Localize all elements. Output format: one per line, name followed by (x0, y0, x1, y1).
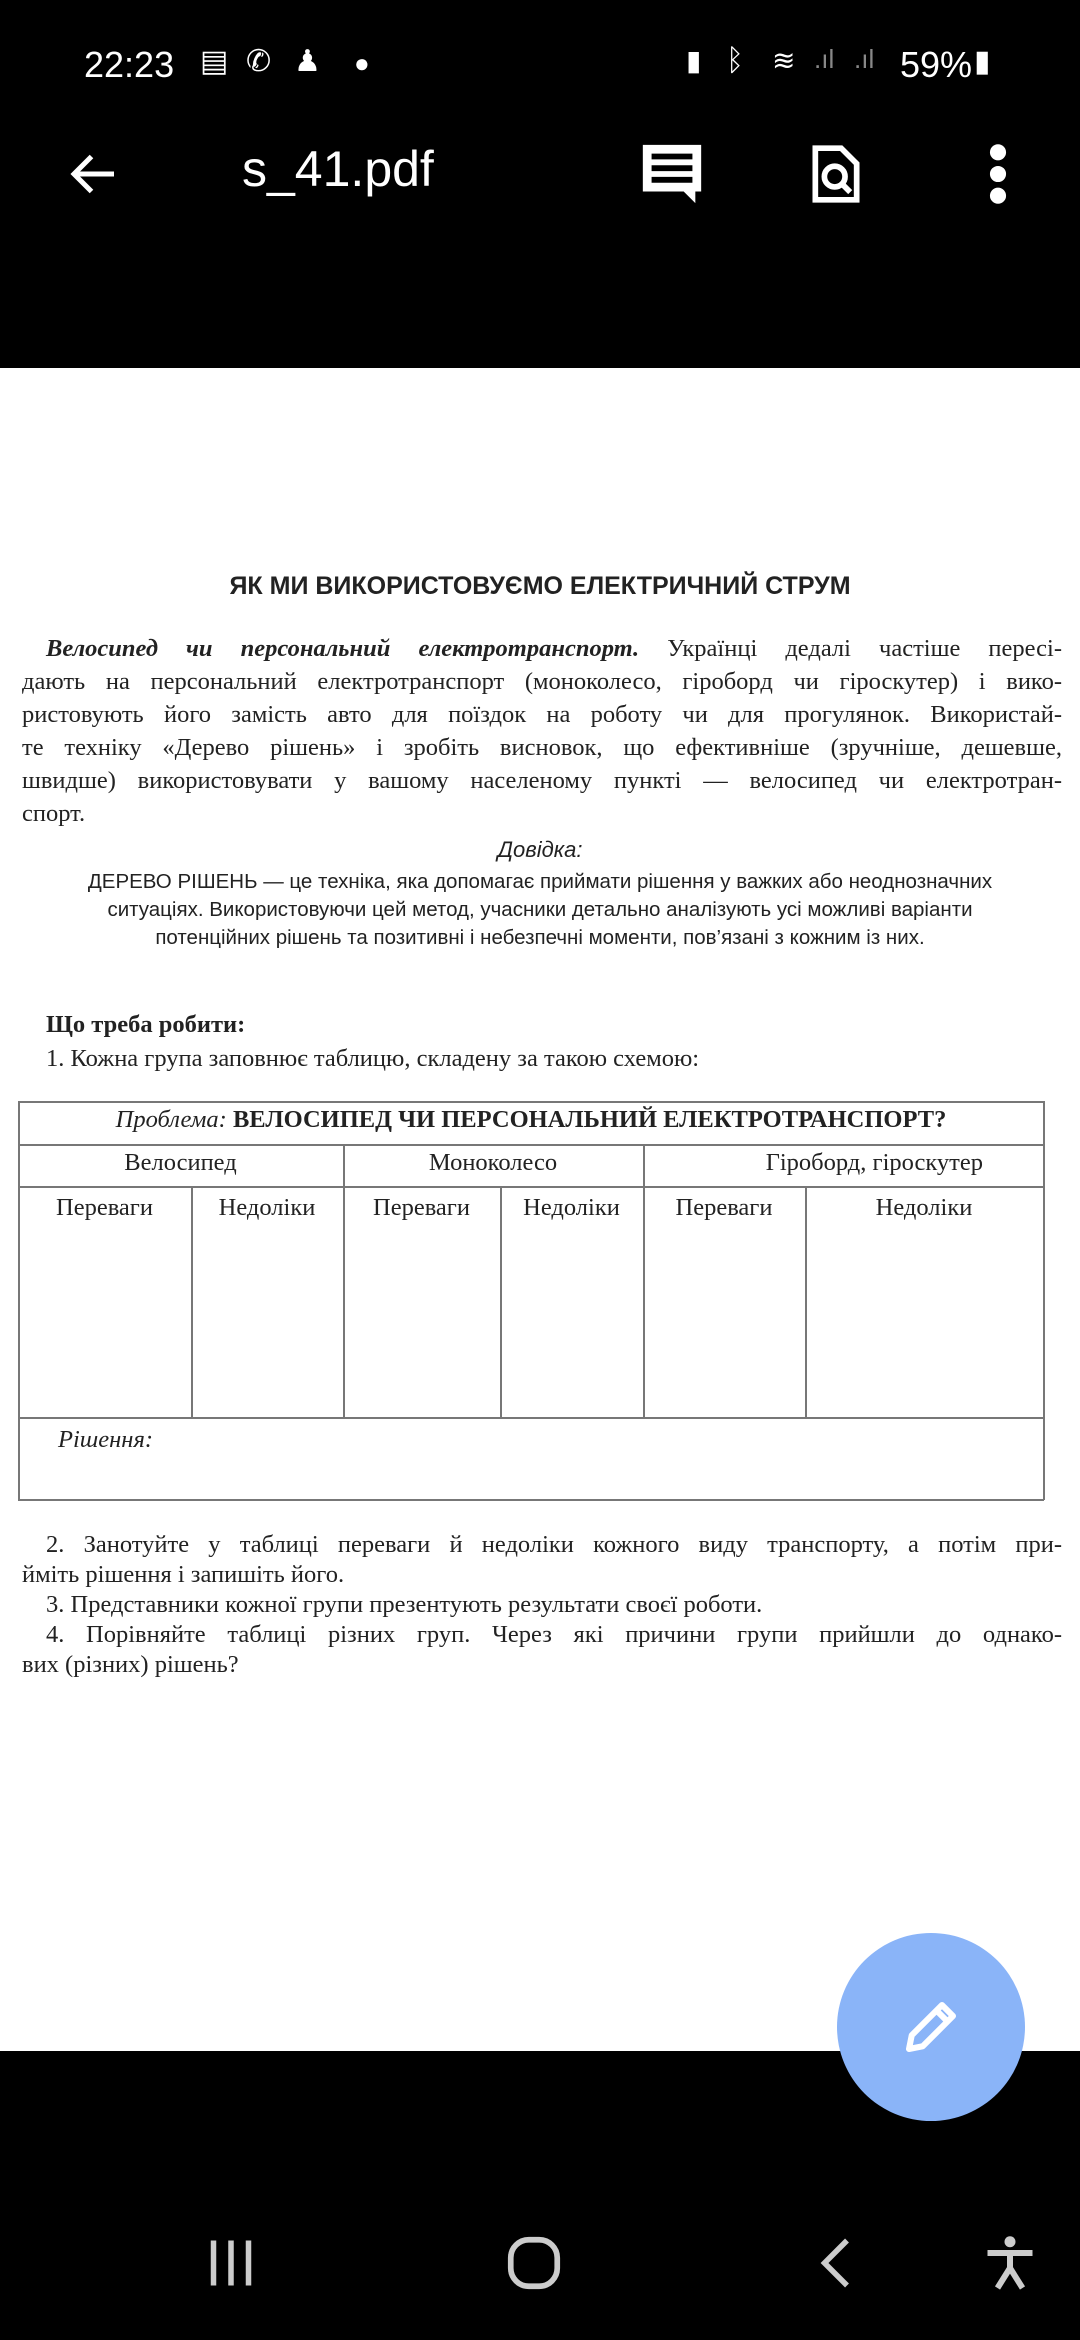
table-problem: Проблема: ВЕЛОСИПЕД ЧИ ПЕРСОНАЛЬНИЙ ЕЛЕКТРОТРАНСПОРТ? (115, 1106, 947, 1133)
group-header: Моноколесо (428, 1149, 558, 1176)
intro-line: швидше) використовувати у вашому населеному пункті — велосипед чи електротран- (22, 767, 1062, 794)
document-title: s_41.pdf (242, 141, 434, 197)
step-line: 3. Представники кожної групи презентують результати своєї роботи. (46, 1591, 763, 1618)
battery-icon: ▮ (974, 45, 991, 78)
more-options-button[interactable] (962, 138, 1034, 210)
intro-line: те техніку «Дерево рішень» і зробіть висновок, що ефективніше (зручніше, дешевше, (22, 734, 1062, 761)
step-line: 4. Порівняйте таблиці різних груп. Через які причини групи прийшли до однако- (46, 1621, 1062, 1648)
comment-icon (637, 139, 707, 209)
todo-heading: Що треба робити: (46, 1011, 246, 1038)
comments-button[interactable] (636, 138, 708, 210)
decision-label: Рішення: (58, 1426, 153, 1453)
recent-apps-icon (201, 2233, 261, 2293)
back-icon (807, 2233, 867, 2293)
bluetooth-icon: ᛒ (726, 44, 744, 77)
accessibility-icon (980, 2231, 1040, 2295)
signal-icon: .ıl (854, 44, 875, 74)
intro-bold: Велосипед чи персональний електротранспорт. (46, 635, 640, 662)
battery-percent: 59% (900, 44, 973, 85)
intro-line: ристовують його замість авто для поїздок на роботу чи для прогулянок. Використай- (22, 701, 1062, 728)
calendar-icon: ▤ (200, 45, 229, 78)
column-header: Недоліки (523, 1194, 620, 1221)
group-header: Гіроборд, гіроскутер (765, 1149, 983, 1176)
step-line: 2. Занотуйте у таблиці переваги й недоліки кожного виду транспорту, а потім при- (46, 1531, 1062, 1558)
column-header: Недоліки (218, 1194, 316, 1221)
dot-icon: ● (354, 48, 370, 78)
column-header: Переваги (373, 1194, 470, 1221)
app-header (0, 0, 1080, 368)
notification-icon: ♟ (294, 45, 321, 78)
reference-label: Довідка: (497, 837, 583, 862)
accessibility-button[interactable] (970, 2225, 1050, 2301)
intro-line: Велосипед чи персональний електротранспорт. Українці дедалі частіше пересі- (46, 635, 1062, 662)
home-button[interactable] (494, 2225, 574, 2301)
wifi-icon: ≋ (772, 45, 796, 76)
more-vert-icon (988, 143, 1008, 205)
step-1: 1. Кожна група заповнює таблицю, складену за такою схемою: (46, 1045, 700, 1072)
step-line: вих (різних) рішень? (22, 1651, 239, 1678)
signal-icon: .ıl (814, 44, 835, 74)
group-header: Велосипед (124, 1149, 237, 1176)
edit-fab[interactable] (837, 1933, 1025, 2121)
recent-apps-button[interactable] (191, 2225, 271, 2301)
reference-line: потенційних рішень та позитивні і небезпечні моменти, пов’язані з кожним із них. (155, 926, 925, 949)
status-time: 22:23 (84, 44, 175, 85)
home-icon (503, 2232, 565, 2294)
column-header: Переваги (56, 1194, 153, 1221)
intro-line: спорт. (22, 800, 86, 827)
back-button[interactable] (58, 138, 130, 210)
reference-line: ситуаціях. Використовуючи цей метод, учасники детально аналізують усі можливі варіанти (107, 898, 973, 921)
column-header: Недоліки (875, 1194, 973, 1221)
section-heading: ЯК МИ ВИКОРИСТОВУЄМО ЕЛЕКТРИЧНИЙ СТРУМ (229, 572, 851, 600)
system-back-button[interactable] (797, 2225, 877, 2301)
back-arrow-icon (64, 144, 124, 204)
intro-line: дають на персональний електротранспорт (моноколесо, гіроборд чи гіроскутер) і вико- (22, 668, 1062, 695)
column-header: Переваги (675, 1194, 773, 1221)
edit-pencil-icon (898, 1994, 964, 2060)
reference-line: ДЕРЕВО РІШЕНЬ — це техніка, яка допомагає приймати рішення у важких або неоднозначних (87, 870, 993, 893)
search-document-button[interactable] (800, 138, 872, 210)
step-line: йміть рішення і запишіть його. (22, 1561, 345, 1588)
search-document-icon (805, 139, 867, 209)
viber-icon: ✆ (246, 45, 272, 78)
battery-saver-icon: ▮ (686, 45, 702, 76)
